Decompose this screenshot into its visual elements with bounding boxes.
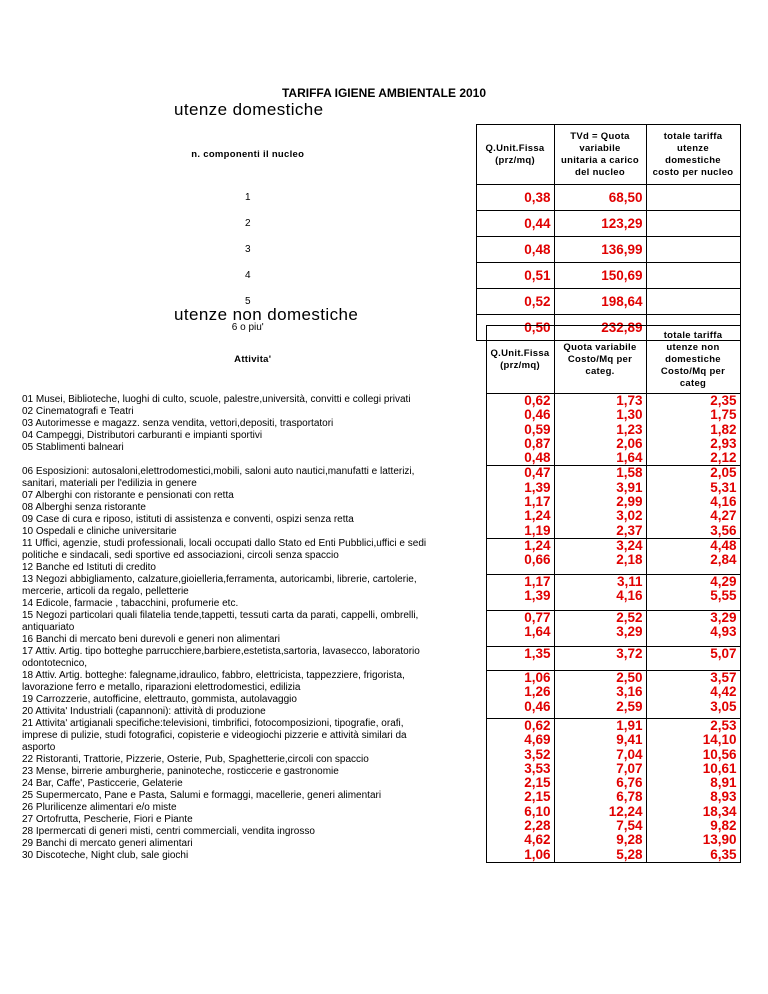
nondomestic-total-values [646, 574, 740, 610]
nondomestic-total-value: 10,61 [702, 760, 737, 776]
nondomestic-fixed-value: 4,69 [524, 732, 551, 748]
domestic-row-total [646, 185, 740, 211]
nondomestic-fixed-value: 0,46 [524, 407, 551, 423]
nondomestic-variable-value: 7,04 [616, 746, 643, 762]
nondomestic-fixed-value: 2,15 [524, 789, 551, 805]
activity-line: 29 Banchi di mercato generi alimentari [22, 838, 193, 850]
nondomestic-variable-value: 3,72 [616, 645, 643, 661]
nondomestic-fixed-value: 0,66 [524, 552, 551, 568]
activity-line: 19 Carrozzerie, autofficine, elettrauto, gommista, autolavaggio [22, 694, 297, 706]
nondomestic-fixed-values [486, 646, 554, 670]
activity-line: 01 Musei, Biblioteche, luoghi di culto, scuole, palestre,università, convitti e collegi privati [22, 393, 411, 405]
nondomestic-group [20, 574, 740, 610]
nondomestic-variable-value: 1,64 [616, 450, 643, 466]
activity-line: 30 Discoteche, Night club, sale giochi [22, 850, 189, 862]
nondomestic-fixed-values [486, 670, 554, 718]
nondomestic-fixed-value: 1,19 [524, 522, 551, 538]
nondomestic-variable-value: 3,91 [616, 479, 643, 495]
nondomestic-fixed-value: 1,39 [524, 588, 551, 604]
nondomestic-fixed-values [486, 538, 554, 574]
nondomestic-variable-value: 3,29 [616, 624, 643, 640]
page-title: TARIFFA IGIENE AMBIENTALE 2010 [281, 86, 487, 100]
nondomestic-total-value: 5,07 [710, 645, 737, 661]
nondomestic-header-fixed [486, 326, 554, 394]
nondomestic-total-values [646, 610, 740, 646]
domestic-row-fixed: 0,38 [476, 185, 554, 211]
activity-line: 16 Banchi di mercato beni durevoli e generi non alimentari [22, 634, 280, 646]
nondomestic-fixed-value: 1,06 [524, 846, 551, 862]
activity-line: 03 Autorimesse e magazz. senza vendita, vettori,depositi, trasportatori [22, 417, 334, 429]
activity-line: 21 Attivita' artigianali specifiche:televisioni, timbrifici, fotocomposizioni, tipografie, orafi, [22, 718, 404, 730]
nondomestic-total-value: 4,48 [710, 537, 737, 553]
nondomestic-total-value: 8,93 [710, 789, 737, 805]
activity-line: imprese di pulizie, studi fotografici, copisterie e videogiochi pizzerie e attività similari da [22, 730, 407, 742]
nondomestic-total-value: 10,56 [702, 746, 737, 762]
nondomestic-header-fixed-line: Q.Unit.Fissa [490, 347, 550, 359]
activity-line: 23 Mense, birrerie amburgherie, paninoteche, rosticcerie e gastronomie [22, 766, 339, 778]
nondomestic-header-variable [554, 326, 646, 394]
activity-line: 11 Uffici, agenzie, studi professionali, locali occupati dallo Stato ed Enti Pubblici,uffici e sedi [22, 538, 427, 550]
nondomestic-group [20, 466, 740, 538]
nondomestic-fixed-values [486, 574, 554, 610]
nondomestic-fixed-value: 2,28 [524, 818, 551, 834]
nondomestic-variable-value: 1,73 [616, 393, 643, 408]
activity-line: mercerie, articoli da regalo, pelletterie [22, 586, 189, 598]
nondomestic-total-value: 1,75 [710, 407, 737, 423]
nondomestic-fixed-value: 0,48 [524, 450, 551, 466]
domestic-header-total-line: domestiche [665, 154, 721, 166]
nondomestic-total-value: 14,10 [702, 732, 737, 748]
nondomestic-total-value: 2,93 [710, 435, 737, 451]
nondomestic-group-labels [20, 670, 486, 718]
domestic-row-total [646, 237, 740, 263]
nondomestic-group [20, 646, 740, 670]
nondomestic-variable-value: 4,16 [616, 588, 643, 604]
domestic-row-variable: 123,29 [554, 211, 646, 237]
nondomestic-total-value: 2,53 [710, 717, 737, 733]
nondomestic-variable-values [554, 718, 646, 862]
nondomestic-variable-value: 2,37 [616, 522, 643, 538]
nondomestic-total-values [646, 646, 740, 670]
nondomestic-variable-value: 1,91 [616, 717, 643, 733]
domestic-row-label: 6 o piu' [231, 322, 264, 333]
nondomestic-header-row [20, 326, 740, 394]
nondomestic-variable-values [554, 538, 646, 574]
nondomestic-header-total [646, 326, 740, 394]
nondomestic-variable-value: 2,52 [616, 609, 643, 625]
domestic-row-fixed: 0,48 [476, 237, 554, 263]
nondomestic-header-total-line: totale tariffa [663, 329, 723, 341]
nondomestic-variable-values [554, 646, 646, 670]
activity-line: 04 Campeggi, Distributori carburanti e impianti sportivi [22, 429, 263, 441]
domestic-row [20, 185, 740, 211]
nondomestic-variable-value: 2,50 [616, 669, 643, 685]
activity-line: 10 Ospedali e cliniche universitarie [22, 525, 177, 537]
nondomestic-group-labels [20, 610, 486, 646]
domestic-row-variable: 232,89 [554, 315, 646, 341]
domestic-header-total-line: utenze [677, 142, 709, 154]
activity-line: 08 Alberghi senza ristorante [22, 501, 146, 513]
activity-line: 07 Alberghi con ristorante e pensionati con retta [22, 489, 234, 501]
activity-line: 06 Esposizioni: autosaloni,elettrodomestici,mobili, saloni auto nautici,manufatti e latterizi, [22, 465, 415, 477]
activity-line: 02 Cinematografi e Teatri [22, 405, 134, 417]
nondomestic-group-labels [20, 466, 486, 538]
activity-line: asporto [22, 742, 56, 754]
activity-line: 28 Ipermercati di generi misti, centri commerciali, vendita ingrosso [22, 826, 315, 838]
nondomestic-total-value: 2,84 [710, 552, 737, 568]
activity-line: 09 Case di cura e riposo, istituti di assistenza e conventi, ospizi senza retta [22, 513, 354, 525]
domestic-header-fixed [476, 125, 554, 185]
domestic-header-variable-line: del nucleo [575, 166, 625, 178]
nondomestic-group [20, 670, 740, 718]
nondomestic-variable-value: 7,07 [616, 760, 643, 776]
activity-line: 12 Banche ed Istituti di credito [22, 562, 156, 574]
activity-line: 15 Negozi particolari quali filatelia tende,tappetti, tessuti carta da parati, cappelli, ombrelli, [22, 610, 419, 622]
nondomestic-group-labels [20, 718, 486, 862]
domestic-row-label: 5 [244, 296, 251, 307]
domestic-row-variable: 136,99 [554, 237, 646, 263]
nondomestic-table [20, 325, 741, 863]
nondomestic-fixed-value: 2,15 [524, 775, 551, 791]
domestic-header-variable-line: TVd = Quota [570, 130, 630, 142]
nondomestic-total-value: 2,35 [710, 393, 737, 408]
nondomestic-total-value: 3,05 [710, 698, 737, 714]
nondomestic-fixed-values [486, 466, 554, 538]
nondomestic-total-value: 4,29 [710, 573, 737, 589]
domestic-row [20, 237, 740, 263]
domestic-header-fixed-line: Q.Unit.Fissa [485, 142, 545, 154]
nondomestic-fixed-values [486, 718, 554, 862]
domestic-heading: utenze domestiche [174, 100, 324, 119]
domestic-row-label: 2 [244, 218, 251, 229]
nondomestic-fixed-value: 0,59 [524, 421, 551, 437]
activity-line: 17 Attiv. Artig. tipo botteghe parrucchiere,barbiere,estetista,sartoria, lavasecco, laboratorio [22, 646, 420, 658]
nondomestic-total-value: 2,05 [710, 465, 737, 481]
nondomestic-total-value: 2,12 [710, 450, 737, 466]
nondomestic-variable-value: 1,23 [616, 421, 643, 437]
nondomestic-group [20, 538, 740, 574]
nondomestic-variable-value: 3,24 [616, 537, 643, 553]
nondomestic-variable-value: 6,78 [616, 789, 643, 805]
nondomestic-fixed-value: 1,35 [524, 645, 551, 661]
nondomestic-header-variable-line: Costo/Mq per [567, 353, 633, 365]
nondomestic-total-values [646, 466, 740, 538]
nondomestic-variable-values [554, 394, 646, 466]
nondomestic-total-value: 3,29 [710, 609, 737, 625]
nondomestic-group [20, 718, 740, 862]
activity-line: 05 Stablimenti balneari [22, 441, 124, 453]
domestic-row-label: 1 [244, 192, 251, 203]
nondomestic-variable-value: 3,16 [616, 684, 643, 700]
nondomestic-variable-value: 9,41 [616, 732, 643, 748]
nondomestic-total-value: 5,55 [710, 588, 737, 604]
domestic-row-variable: 198,64 [554, 289, 646, 315]
activity-line: odontotecnico, [22, 658, 88, 670]
nondomestic-variable-value: 7,54 [616, 818, 643, 834]
domestic-row-label: 4 [244, 270, 251, 281]
nondomestic-fixed-values [486, 610, 554, 646]
nondomestic-header-label: Attivita' [234, 353, 272, 365]
nondomestic-group-labels [20, 574, 486, 610]
domestic-table [20, 124, 741, 341]
nondomestic-variable-value: 1,30 [616, 407, 643, 423]
nondomestic-total-value: 5,31 [710, 479, 737, 495]
nondomestic-group-labels [20, 394, 486, 466]
domestic-row-total [646, 263, 740, 289]
domestic-row-label: 3 [244, 244, 251, 255]
domestic-row [20, 211, 740, 237]
nondomestic-total-value: 4,16 [710, 494, 737, 510]
nondomestic-fixed-value: 3,53 [524, 760, 551, 776]
nondomestic-heading: utenze non domestiche [174, 305, 359, 324]
domestic-header-total-line: costo per nucleo [652, 166, 734, 178]
nondomestic-header-variable-line: Quota variabile [563, 341, 637, 353]
activity-line: 18 Attiv. Artig. botteghe: falegname,idraulico, fabbro, elettricista, tappezziere, frigorista, [22, 670, 405, 682]
nondomestic-variable-value: 5,28 [616, 846, 643, 862]
domestic-header-label: n. componenti il nucleo [191, 148, 305, 160]
nondomestic-fixed-value: 0,47 [524, 465, 551, 481]
domestic-row-fixed: 0,51 [476, 263, 554, 289]
nondomestic-total-values [646, 394, 740, 466]
domestic-header-row [20, 125, 740, 185]
domestic-header-total-line: totale tariffa [663, 130, 723, 142]
nondomestic-fixed-value: 6,10 [524, 803, 551, 819]
nondomestic-fixed-value: 1,26 [524, 684, 551, 700]
activity-line: 24 Bar, Caffe', Pasticcerie, Gelaterie [22, 778, 183, 790]
activity-line: 14 Edicole, farmacie , tabacchini, profumerie etc. [22, 598, 239, 610]
nondomestic-variable-value: 2,59 [616, 698, 643, 714]
nondomestic-total-value: 4,93 [710, 624, 737, 640]
nondomestic-fixed-value: 0,46 [524, 698, 551, 714]
domestic-header-variable-line: variabile [579, 142, 621, 154]
activity-line: 26 Plurilicenze alimentari e/o miste [22, 802, 177, 814]
nondomestic-total-value: 9,82 [710, 818, 737, 834]
nondomestic-total-value: 4,27 [710, 508, 737, 524]
domestic-header-variable [554, 125, 646, 185]
nondomestic-fixed-value: 1,24 [524, 508, 551, 524]
activity-line: lavorazione ferro e metallo, riparazioni elettrodomestici, edilizia [22, 682, 301, 694]
nondomestic-header-total-line: categ [679, 377, 707, 389]
activity-line: 27 Ortofrutta, Pescherie, Fiori e Piante [22, 814, 193, 826]
nondomestic-total-values [646, 718, 740, 862]
nondomestic-fixed-value: 0,77 [524, 609, 551, 625]
nondomestic-fixed-value: 4,62 [524, 832, 551, 848]
activity-line: 25 Supermercato, Pane e Pasta, Salumi e formaggi, macellerie, generi alimentari [22, 790, 382, 802]
nondomestic-variable-values [554, 610, 646, 646]
nondomestic-header-fixed-line: (prz/mq) [500, 359, 540, 371]
nondomestic-group [20, 394, 740, 466]
nondomestic-total-values [646, 538, 740, 574]
nondomestic-variable-values [554, 574, 646, 610]
activity-line: 20 Attivita' Industriali (capannoni): attività di produzione [22, 706, 266, 718]
nondomestic-total-value: 3,57 [710, 669, 737, 685]
nondomestic-total-value: 3,56 [710, 522, 737, 538]
domestic-header-variable-line: unitaria a carico [561, 154, 639, 166]
domestic-row-fixed: 0,50 [476, 315, 554, 341]
nondomestic-variable-value: 6,76 [616, 775, 643, 791]
nondomestic-total-values [646, 670, 740, 718]
nondomestic-header-variable-line: categ. [585, 365, 615, 377]
nondomestic-total-value: 6,35 [710, 846, 737, 862]
nondomestic-variable-value: 3,02 [616, 508, 643, 524]
nondomestic-group [20, 610, 740, 646]
nondomestic-fixed-value: 1,17 [524, 494, 551, 510]
domestic-row [20, 289, 740, 315]
domestic-header-total [646, 125, 740, 185]
domestic-row [20, 263, 740, 289]
nondomestic-fixed-value: 1,06 [524, 669, 551, 685]
domestic-row-fixed: 0,52 [476, 289, 554, 315]
nondomestic-fixed-values [486, 394, 554, 466]
activity-line: sanitari, materiali per l'edilizia in genere [22, 477, 197, 489]
domestic-row-total [646, 289, 740, 315]
nondomestic-fixed-value: 1,64 [524, 624, 551, 640]
nondomestic-variable-values [554, 466, 646, 538]
domestic-row-variable: 150,69 [554, 263, 646, 289]
nondomestic-group-labels [20, 646, 486, 670]
domestic-row-total [646, 211, 740, 237]
activity-line: 22 Ristoranti, Trattorie, Pizzerie, Osterie, Pub, Spaghetterie,circoli con spaccio [22, 754, 369, 766]
nondomestic-total-value: 18,34 [702, 803, 737, 819]
nondomestic-fixed-value: 1,24 [524, 537, 551, 553]
nondomestic-fixed-value: 1,39 [524, 479, 551, 495]
nondomestic-fixed-value: 3,52 [524, 746, 551, 762]
nondomestic-variable-value: 12,24 [608, 803, 643, 819]
domestic-row-fixed: 0,44 [476, 211, 554, 237]
nondomestic-header-total-line: Costo/Mq per [660, 365, 726, 377]
nondomestic-fixed-value: 1,17 [524, 573, 551, 589]
nondomestic-total-value: 13,90 [702, 832, 737, 848]
nondomestic-variable-value: 3,11 [616, 573, 643, 589]
nondomestic-total-value: 8,91 [710, 775, 737, 791]
nondomestic-variable-value: 2,18 [616, 552, 643, 568]
nondomestic-fixed-value: 0,62 [524, 393, 551, 408]
nondomestic-total-value: 4,42 [710, 684, 737, 700]
nondomestic-variable-value: 1,58 [616, 465, 643, 481]
activity-line: politiche e sindacali, sedi sportive ed associazioni, circoli senza spaccio [22, 550, 339, 562]
nondomestic-variable-value: 9,28 [616, 832, 643, 848]
nondomestic-fixed-value: 0,62 [524, 717, 551, 733]
nondomestic-header-total-line: utenze non [666, 341, 720, 353]
nondomestic-total-value: 1,82 [710, 421, 737, 437]
nondomestic-variable-values [554, 670, 646, 718]
nondomestic-variable-value: 2,06 [616, 435, 643, 451]
nondomestic-group-labels [20, 538, 486, 574]
activity-line: 13 Negozi abbigliamento, calzature,gioielleria,ferramenta, autoricambi, librerie, cartolerie, [22, 574, 417, 586]
domestic-row-variable: 68,50 [554, 185, 646, 211]
nondomestic-fixed-value: 0,87 [524, 435, 551, 451]
domestic-header-fixed-line: (prz/mq) [495, 154, 535, 166]
nondomestic-variable-value: 2,99 [616, 494, 643, 510]
nondomestic-header-total-line: domestiche [665, 353, 721, 365]
activity-line: antiquariato [22, 622, 75, 634]
